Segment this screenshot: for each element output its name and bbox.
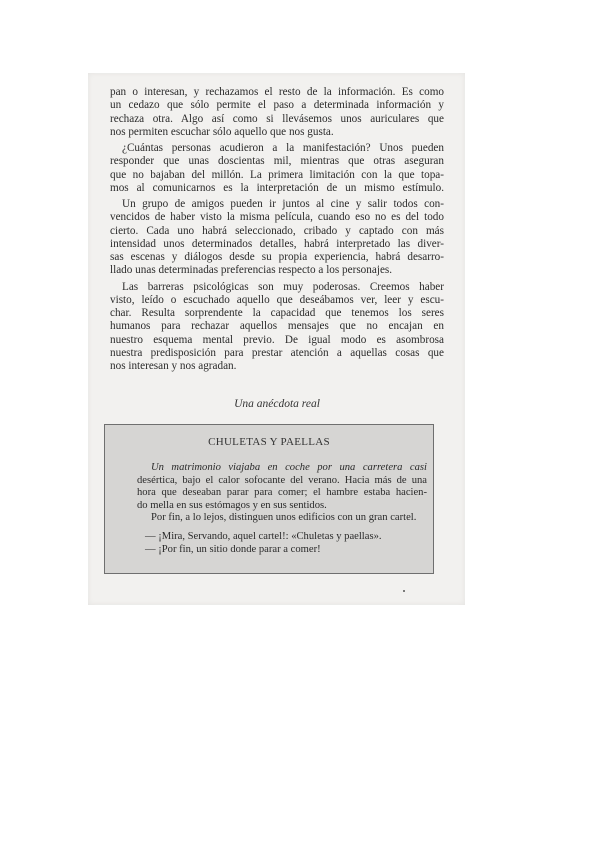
text-line: que no bajaban del millón. La primera limitación con la que topa- <box>110 168 444 181</box>
body-text <box>110 86 444 373</box>
anecdote-box <box>104 424 434 574</box>
text-line: sas escenas y diálogos desde su propia experiencia, habrá desarro- <box>110 251 444 263</box>
box-line: do mella en sus estómagos y en sus sentidos. <box>137 499 327 511</box>
text-line: intensidad unos determinados detalles, habrá interpretado las diver- <box>110 237 444 250</box>
box-line: desértica, bajo el calor sofocante del verano. Hacia más de una <box>137 474 427 486</box>
text-line: mos al comunicarnos es la interpretación de un mismo estímulo. <box>110 181 444 194</box>
text-line: vencidos de haber visto la misma película, cuando eso no es del todo <box>110 211 444 224</box>
text-line: Un grupo de amigos pueden ir juntos al cine y salir todos con- <box>122 198 444 210</box>
box-title: CHULETAS Y PAELLAS <box>208 436 330 448</box>
text-line: visto, leído o escuchado aquello que deseábamos ver, leer y escu- <box>110 293 444 306</box>
dialog-line: — ¡Mira, Servando, aquel cartel!: «Chuletas y paellas». <box>145 530 382 542</box>
dialog-line: — ¡Por fin, un sitio donde parar a comer! <box>145 543 321 555</box>
text-line: nos interesan y nos agradan. <box>110 360 237 372</box>
text-line: humanos para rechazar aquellos mensajes que no encajan en <box>110 320 444 333</box>
text-line: Las barreras psicológicas son muy poderosas. Creemos haber <box>122 280 444 293</box>
box-line: hora que deseaban parar para comer; el hambre estaba hacien- <box>137 487 427 499</box>
text-line: cierto. Cada uno habrá seleccionado, cribado y captado con más <box>110 224 444 237</box>
text-line: un cedazo que sólo permite el paso a determinada información y <box>110 99 444 112</box>
text-line: nos permiten escuchar sólo aquello que nos gusta. <box>110 125 334 138</box>
text-line: nuestro esquema mental previo. De igual modo es asombrosa <box>110 333 444 346</box>
section-title: Una anécdota real <box>234 398 320 410</box>
text-line: responder que unas doscientas mil, mientras que otras aseguran <box>110 155 444 168</box>
text-line: llado unas determinadas preferencias respecto a los personajes. <box>110 264 393 277</box>
text-line: nuestra predisposición para prestar atención a aquellas cosas que <box>110 346 444 359</box>
text-line: pan o interesan, y rechazamos el resto de la información. Es como <box>110 86 444 98</box>
box-body <box>137 462 427 556</box>
box-line: Un matrimonio viajaba en coche por una carretera casi <box>151 462 427 473</box>
scan-speck <box>403 590 405 592</box>
text-line: ¿Cuántas personas acudieron a la manifestación? Unos pueden <box>122 142 444 154</box>
text-line: char. Resulta sorprendente la capacidad que tenemos los seres <box>110 307 444 319</box>
box-line: Por fin, a lo lejos, distinguen unos edificios con un gran cartel. <box>151 512 417 524</box>
text-line: rechaza otra. Algo así como si llevásemos unos auriculares que <box>110 112 444 125</box>
